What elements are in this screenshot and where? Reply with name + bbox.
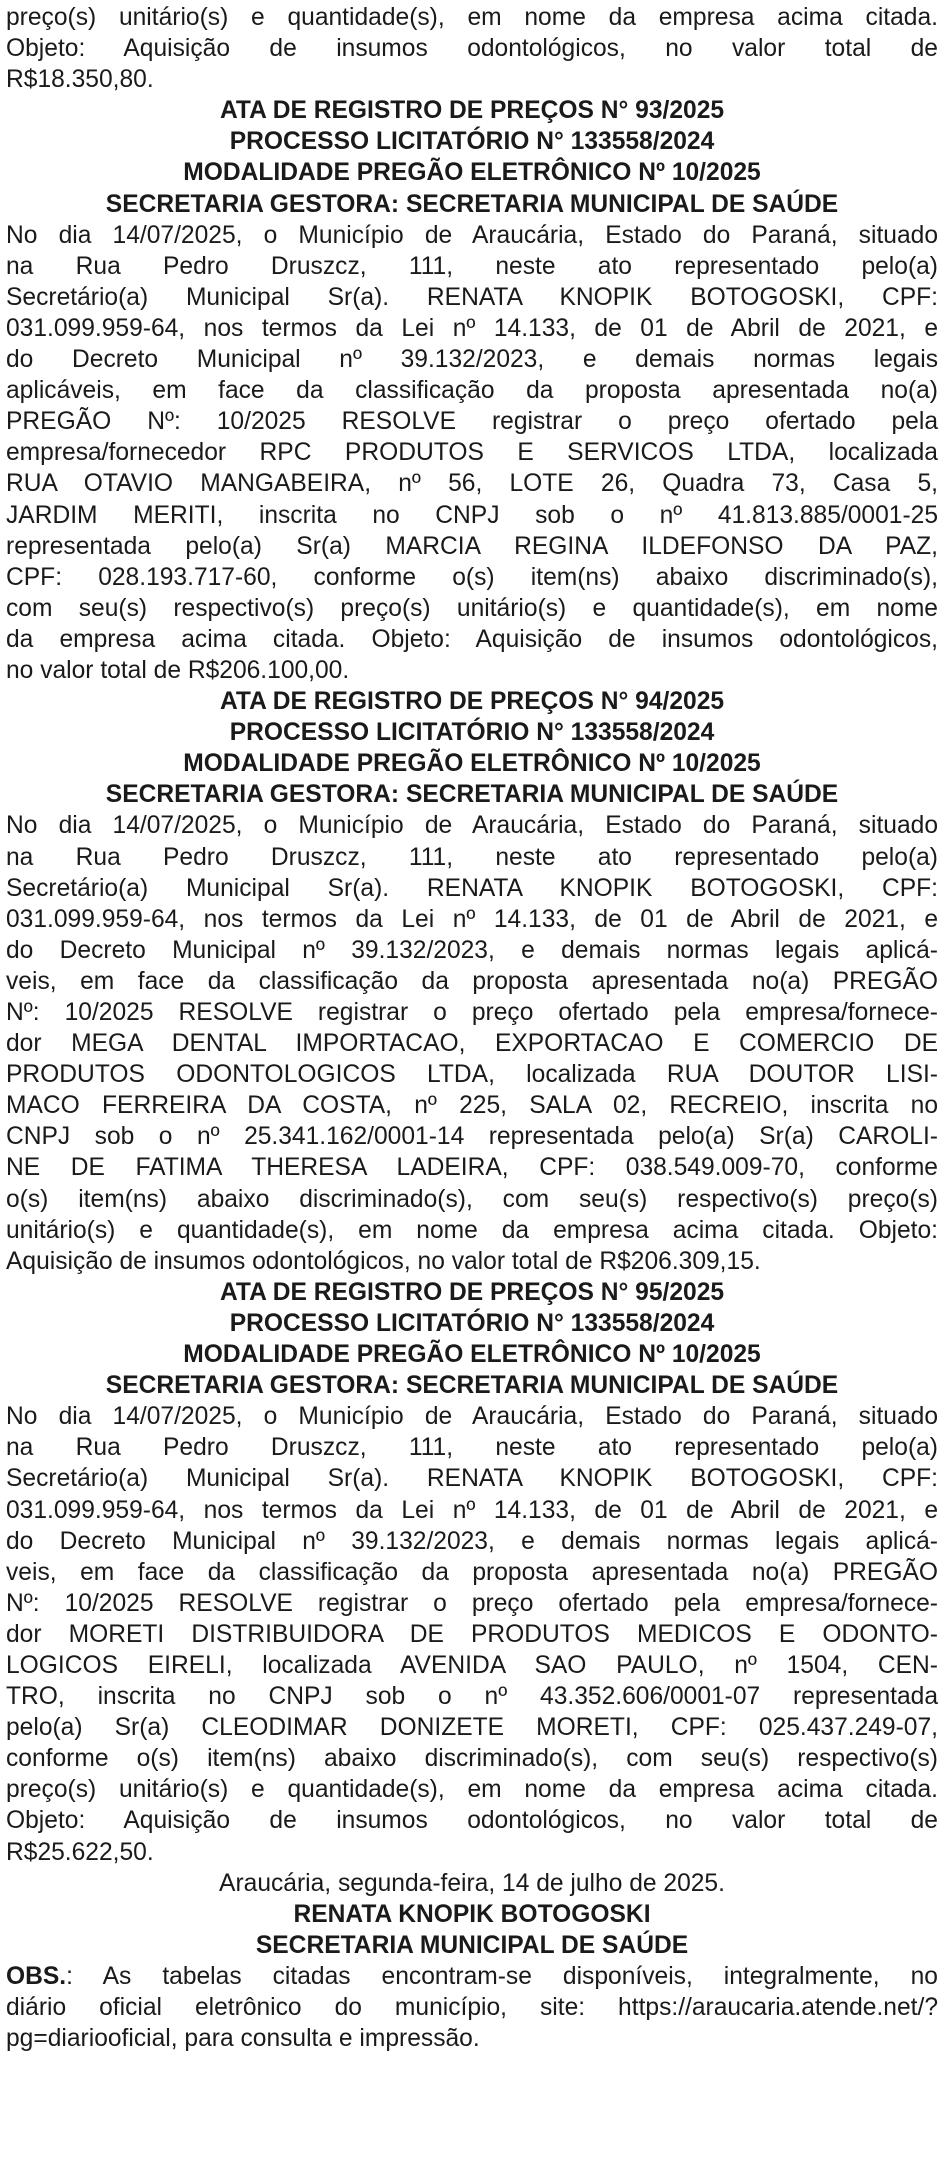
text-line: preço(s) unitário(s) e quantidade(s), em nome da empresa acima citada. — [6, 4, 938, 31]
ata-section — [6, 95, 938, 686]
text-line: CPF: 028.193.717-60, conforme o(s) item(ns) abaixo discriminado(s), — [6, 563, 938, 591]
text-line: com seu(s) respectivo(s) preço(s) unitário(s) e quantidade(s), em nome — [6, 594, 938, 622]
managing-secretariat: SECRETARIA GESTORA: SECRETARIA MUNICIPAL DE SAÚDE — [105, 1372, 839, 1400]
text-line: 031.099.959-64, nos termos da Lei nº 14.133, de 01 de Abril de 2021, e — [6, 314, 938, 342]
obs-text: : As tabelas citadas encontram-se disponíveis, integralmente, no — [66, 1962, 938, 1990]
text-line: Secretário(a) Municipal Sr(a). RENATA KNOPIK BOTOGOSKI, CPF: — [6, 283, 938, 311]
managing-secretariat: SECRETARIA GESTORA: SECRETARIA MUNICIPAL DE SAÚDE — [105, 781, 839, 809]
text-line: na Rua Pedro Druszcz, 111, neste ato representado pelo(a) — [6, 1434, 938, 1462]
text-line: empresa/fornecedor RPC PRODUTOS E SERVICOS LTDA, localizada — [6, 439, 938, 467]
text-line: conforme o(s) item(ns) abaixo discriminado(s), com seu(s) respectivo(s) — [6, 1745, 938, 1773]
text-line: CNPJ sob o nº 25.341.162/0001-14 representada pelo(a) Sr(a) CAROLI- — [6, 1123, 938, 1151]
text-line: Objeto: Aquisição de insumos odontológicos, no valor total de — [6, 1807, 938, 1835]
process-number: PROCESSO LICITATÓRIO N° 133558/2024 — [229, 128, 715, 156]
signer-office: SECRETARIA MUNICIPAL DE SAÚDE — [255, 1931, 689, 1959]
text-line: Objeto: Aquisição de insumos odontológicos, no valor total de — [6, 35, 938, 63]
ata-section — [6, 1277, 938, 1868]
obs-note — [6, 1961, 938, 2054]
modality: MODALIDADE PREGÃO ELETRÔNICO Nº 10/2025 — [183, 750, 761, 778]
ata-body — [6, 810, 938, 1276]
process-number: PROCESSO LICITATÓRIO N° 133558/2024 — [229, 719, 715, 747]
intro-paragraph — [6, 2, 938, 95]
text-line: o(s) item(ns) abaixo discriminado(s), com seu(s) respectivo(s) preço(s) — [6, 1185, 938, 1213]
text-line: dor MEGA DENTAL IMPORTACAO, EXPORTACAO E COMERCIO DE — [6, 1030, 938, 1058]
text-line: JARDIM MERITI, inscrita no CNPJ sob o nº 41.813.885/0001-25 — [6, 501, 938, 529]
text-line: veis, em face da classificação da proposta apresentada no(a) PREGÃO — [6, 967, 938, 995]
signer-name: RENATA KNOPIK BOTOGOSKI — [293, 1900, 651, 1928]
ata-section — [6, 686, 938, 1277]
text-line: No dia 14/07/2025, o Município de Araucária, Estado do Paraná, situado — [6, 221, 938, 249]
text-line: No dia 14/07/2025, o Município de Araucária, Estado do Paraná, situado — [6, 1403, 938, 1431]
text-line: PRODUTOS ODONTOLOGICOS LTDA, localizada RUA DOUTOR LISI- — [6, 1061, 938, 1089]
text-line — [6, 1961, 938, 1992]
text-line: pg=diariooficial, para consulta e impressão. — [6, 2025, 480, 2053]
modality: MODALIDADE PREGÃO ELETRÔNICO Nº 10/2025 — [183, 159, 761, 187]
text-line: Nº: 10/2025 RESOLVE registrar o preço ofertado pela empresa/fornece- — [6, 1589, 938, 1617]
ata-body — [6, 220, 938, 686]
process-number: PROCESSO LICITATÓRIO N° 133558/2024 — [229, 1309, 715, 1337]
text-line: unitário(s) e quantidade(s), em nome da empresa acima citada. Objeto: — [6, 1216, 938, 1244]
text-line: aplicáveis, em face da classificação da proposta apresentada no(a) — [6, 377, 938, 405]
text-line: Nº: 10/2025 RESOLVE registrar o preço ofertado pela empresa/fornece- — [6, 999, 938, 1026]
text-line: representada pelo(a) Sr(a) MARCIA REGINA ILDEFONSO DA PAZ, — [6, 532, 938, 560]
text-line: do Decreto Municipal nº 39.132/2023, e demais normas legais aplicá- — [6, 936, 938, 964]
text-line: diário oficial eletrônico do município, site: https://araucaria.atende.net/? — [6, 1994, 938, 2021]
text-line: no valor total de R$206.100,00. — [6, 656, 350, 684]
text-line: Aquisição de insumos odontológicos, no valor total de R$206.309,15. — [6, 1247, 761, 1275]
text-line: No dia 14/07/2025, o Município de Araucária, Estado do Paraná, situado — [6, 812, 938, 840]
text-line: Secretário(a) Municipal Sr(a). RENATA KNOPIK BOTOGOSKI, CPF: — [6, 1465, 938, 1493]
text-line: da empresa acima citada. Objeto: Aquisição de insumos odontológicos, — [6, 625, 938, 653]
text-line: preço(s) unitário(s) e quantidade(s), em nome da empresa acima citada. — [6, 1776, 938, 1804]
text-line: pelo(a) Sr(a) CLEODIMAR DONIZETE MORETI, CPF: 025.437.249-07, — [6, 1714, 938, 1742]
text-line: na Rua Pedro Druszcz, 111, neste ato representado pelo(a) — [6, 252, 938, 280]
text-line: RUA OTAVIO MANGABEIRA, nº 56, LOTE 26, Quadra 73, Casa 5, — [6, 470, 938, 498]
managing-secretariat: SECRETARIA GESTORA: SECRETARIA MUNICIPAL DE SAÚDE — [105, 190, 839, 218]
text-line: R$25.622,50. — [6, 1838, 154, 1866]
text-line: LOGICOS EIRELI, localizada AVENIDA SAO PAULO, nº 1504, CEN- — [6, 1651, 938, 1679]
text-line: MACO FERREIRA DA COSTA, nº 225, SALA 02, RECREIO, inscrita no — [6, 1092, 938, 1120]
text-line: 031.099.959-64, nos termos da Lei nº 14.133, de 01 de Abril de 2021, e — [6, 905, 938, 933]
text-line: veis, em face da classificação da proposta apresentada no(a) PREGÃO — [6, 1558, 938, 1586]
closing-section — [6, 1868, 938, 2055]
obs-label: OBS. — [6, 1962, 67, 1990]
ata-title: ATA DE REGISTRO DE PREÇOS N° 94/2025 — [219, 688, 725, 716]
date-line: Araucária, segunda-feira, 14 de julho de 2025. — [219, 1869, 725, 1897]
text-line: do Decreto Municipal nº 39.132/2023, e demais normas legais — [6, 346, 938, 374]
text-line: do Decreto Municipal nº 39.132/2023, e demais normas legais aplicá- — [6, 1527, 938, 1555]
text-line: Secretário(a) Municipal Sr(a). RENATA KNOPIK BOTOGOSKI, CPF: — [6, 874, 938, 902]
text-line: 031.099.959-64, nos termos da Lei nº 14.133, de 01 de Abril de 2021, e — [6, 1496, 938, 1524]
ata-title: ATA DE REGISTRO DE PREÇOS N° 93/2025 — [219, 97, 725, 125]
text-line: NE DE FATIMA THERESA LADEIRA, CPF: 038.549.009-70, conforme — [6, 1154, 938, 1182]
ata-title: ATA DE REGISTRO DE PREÇOS N° 95/2025 — [219, 1278, 725, 1306]
text-line: dor MORETI DISTRIBUIDORA DE PRODUTOS MEDICOS E ODONTO- — [6, 1620, 938, 1648]
text-line: na Rua Pedro Druszcz, 111, neste ato representado pelo(a) — [6, 843, 938, 871]
text-line: TRO, inscrita no CNPJ sob o nº 43.352.606/0001-07 representada — [6, 1683, 938, 1711]
text-line: R$18.350,80. — [6, 66, 154, 94]
text-line: PREGÃO Nº: 10/2025 RESOLVE registrar o preço ofertado pela — [6, 408, 938, 436]
modality: MODALIDADE PREGÃO ELETRÔNICO Nº 10/2025 — [183, 1341, 761, 1369]
ata-body — [6, 1401, 938, 1867]
